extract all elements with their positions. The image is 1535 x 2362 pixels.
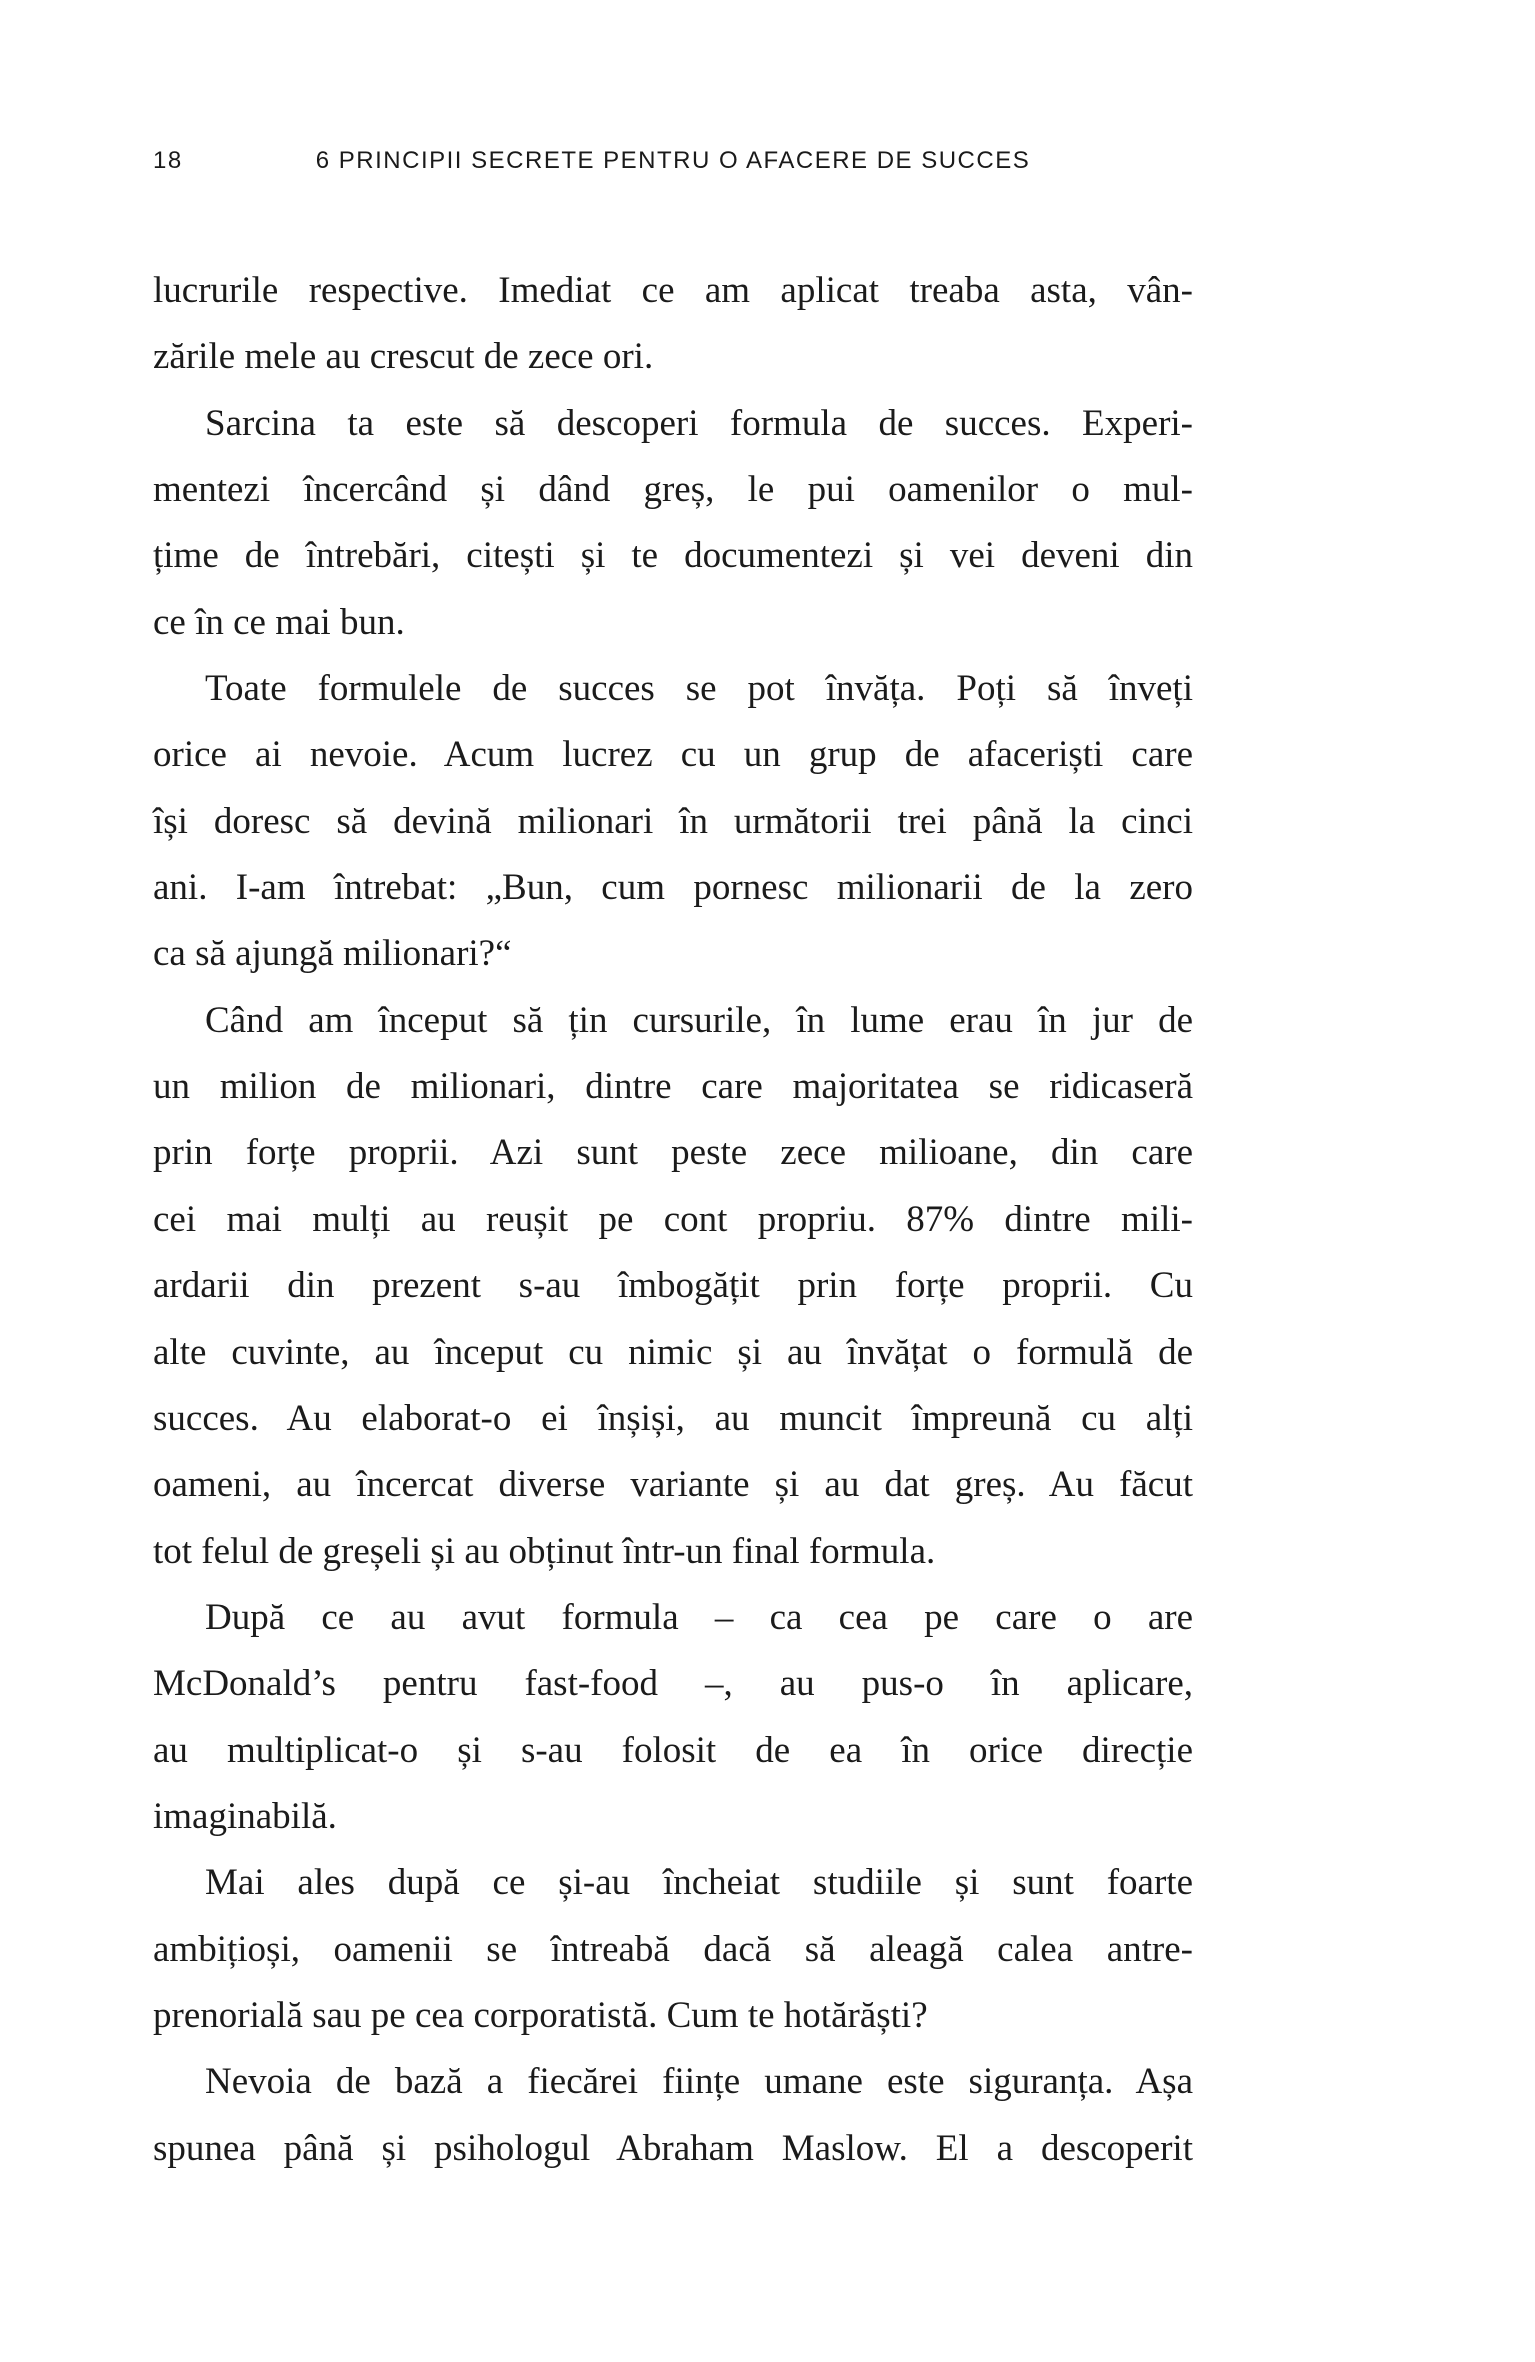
text-line: ce în ce mai bun. (153, 601, 405, 643)
text-line: Nevoia de bază a fiecărei ființe umane este siguranța. Așa (205, 2061, 1193, 2103)
text-line: zările mele au crescut de zece ori. (153, 336, 654, 378)
page-number: 18 (153, 147, 183, 174)
text-line: mentezi încercând și dând greș, le pui oamenilor o mul- (153, 469, 1193, 511)
running-head (153, 146, 1193, 176)
paragraph (153, 1585, 1193, 1850)
paragraph (153, 656, 1193, 988)
page-body (153, 258, 1193, 2182)
text-line: oameni, au încercat diverse variante și au dat greș. Au făcut (153, 1464, 1193, 1506)
text-line: un milion de milionari, dintre care majoritatea se ridicaseră (153, 1066, 1193, 1108)
text-line: cei mai mulți au reușit pe cont propriu. 87% dintre mili- (153, 1198, 1193, 1240)
text-line: ambițioși, oamenii se întreabă dacă să aleagă calea antre- (153, 1928, 1193, 1970)
text-line: Când am început să țin cursurile, în lume erau în jur de (205, 999, 1193, 1041)
text-line: prenorială sau pe cea corporatistă. Cum te hotărăști? (153, 1994, 928, 2036)
text-line: După ce au avut formula – ca cea pe care o are (205, 1596, 1193, 1638)
text-line: țime de întrebări, citești și te documentezi și vei deveni din (153, 535, 1193, 577)
text-line: ca să ajungă milionari?“ (153, 933, 512, 975)
text-line: McDonald’s pentru fast-food –, au pus-o în aplicare, (153, 1663, 1193, 1705)
text-line: au multiplicat-o și s-au folosit de ea în orice direcție (153, 1729, 1193, 1771)
text-line: tot felul de greșeli și au obținut într-un final formula. (153, 1530, 936, 1572)
text-line: Mai ales după ce și-au încheiat studiile și sunt foarte (205, 1862, 1193, 1904)
text-line: prin forțe proprii. Azi sunt peste zece milioane, din care (153, 1132, 1193, 1174)
text-line: imaginabilă. (153, 1795, 337, 1837)
text-line: ardarii din prezent s-au îmbogățit prin forțe proprii. Cu (153, 1265, 1193, 1307)
text-line: spunea până și psihologul Abraham Maslow. El a descoperit (153, 2127, 1193, 2169)
text-line: Sarcina ta este să descoperi formula de succes. Experi- (205, 402, 1193, 444)
text-line: orice ai nevoie. Acum lucrez cu un grup de afaceriști care (153, 734, 1193, 776)
running-title: 6 PRINCIPII SECRETE PENTRU O AFACERE DE SUCCES (315, 147, 1031, 174)
text-line: ani. I-am întrebat: „Bun, cum pornesc milionarii de la zero (153, 867, 1193, 909)
paragraph (153, 988, 1193, 1585)
text-line: succes. Au elaborat-o ei înșiși, au muncit împreună cu alți (153, 1397, 1193, 1439)
paragraph (153, 2049, 1193, 2182)
paragraph (153, 258, 1193, 391)
page-content (153, 146, 1193, 2182)
text-line: lucrurile respective. Imediat ce am aplicat treaba asta, vân- (153, 270, 1193, 311)
text-line: alte cuvinte, au început cu nimic și au învățat o formulă de (153, 1331, 1193, 1373)
text-line: își doresc să devină milionari în următorii trei până la cinci (153, 800, 1193, 842)
paragraph (153, 1850, 1193, 2049)
paragraph (153, 391, 1193, 656)
text-line: Toate formulele de succes se pot învăța. Poți să înveți (205, 668, 1193, 710)
